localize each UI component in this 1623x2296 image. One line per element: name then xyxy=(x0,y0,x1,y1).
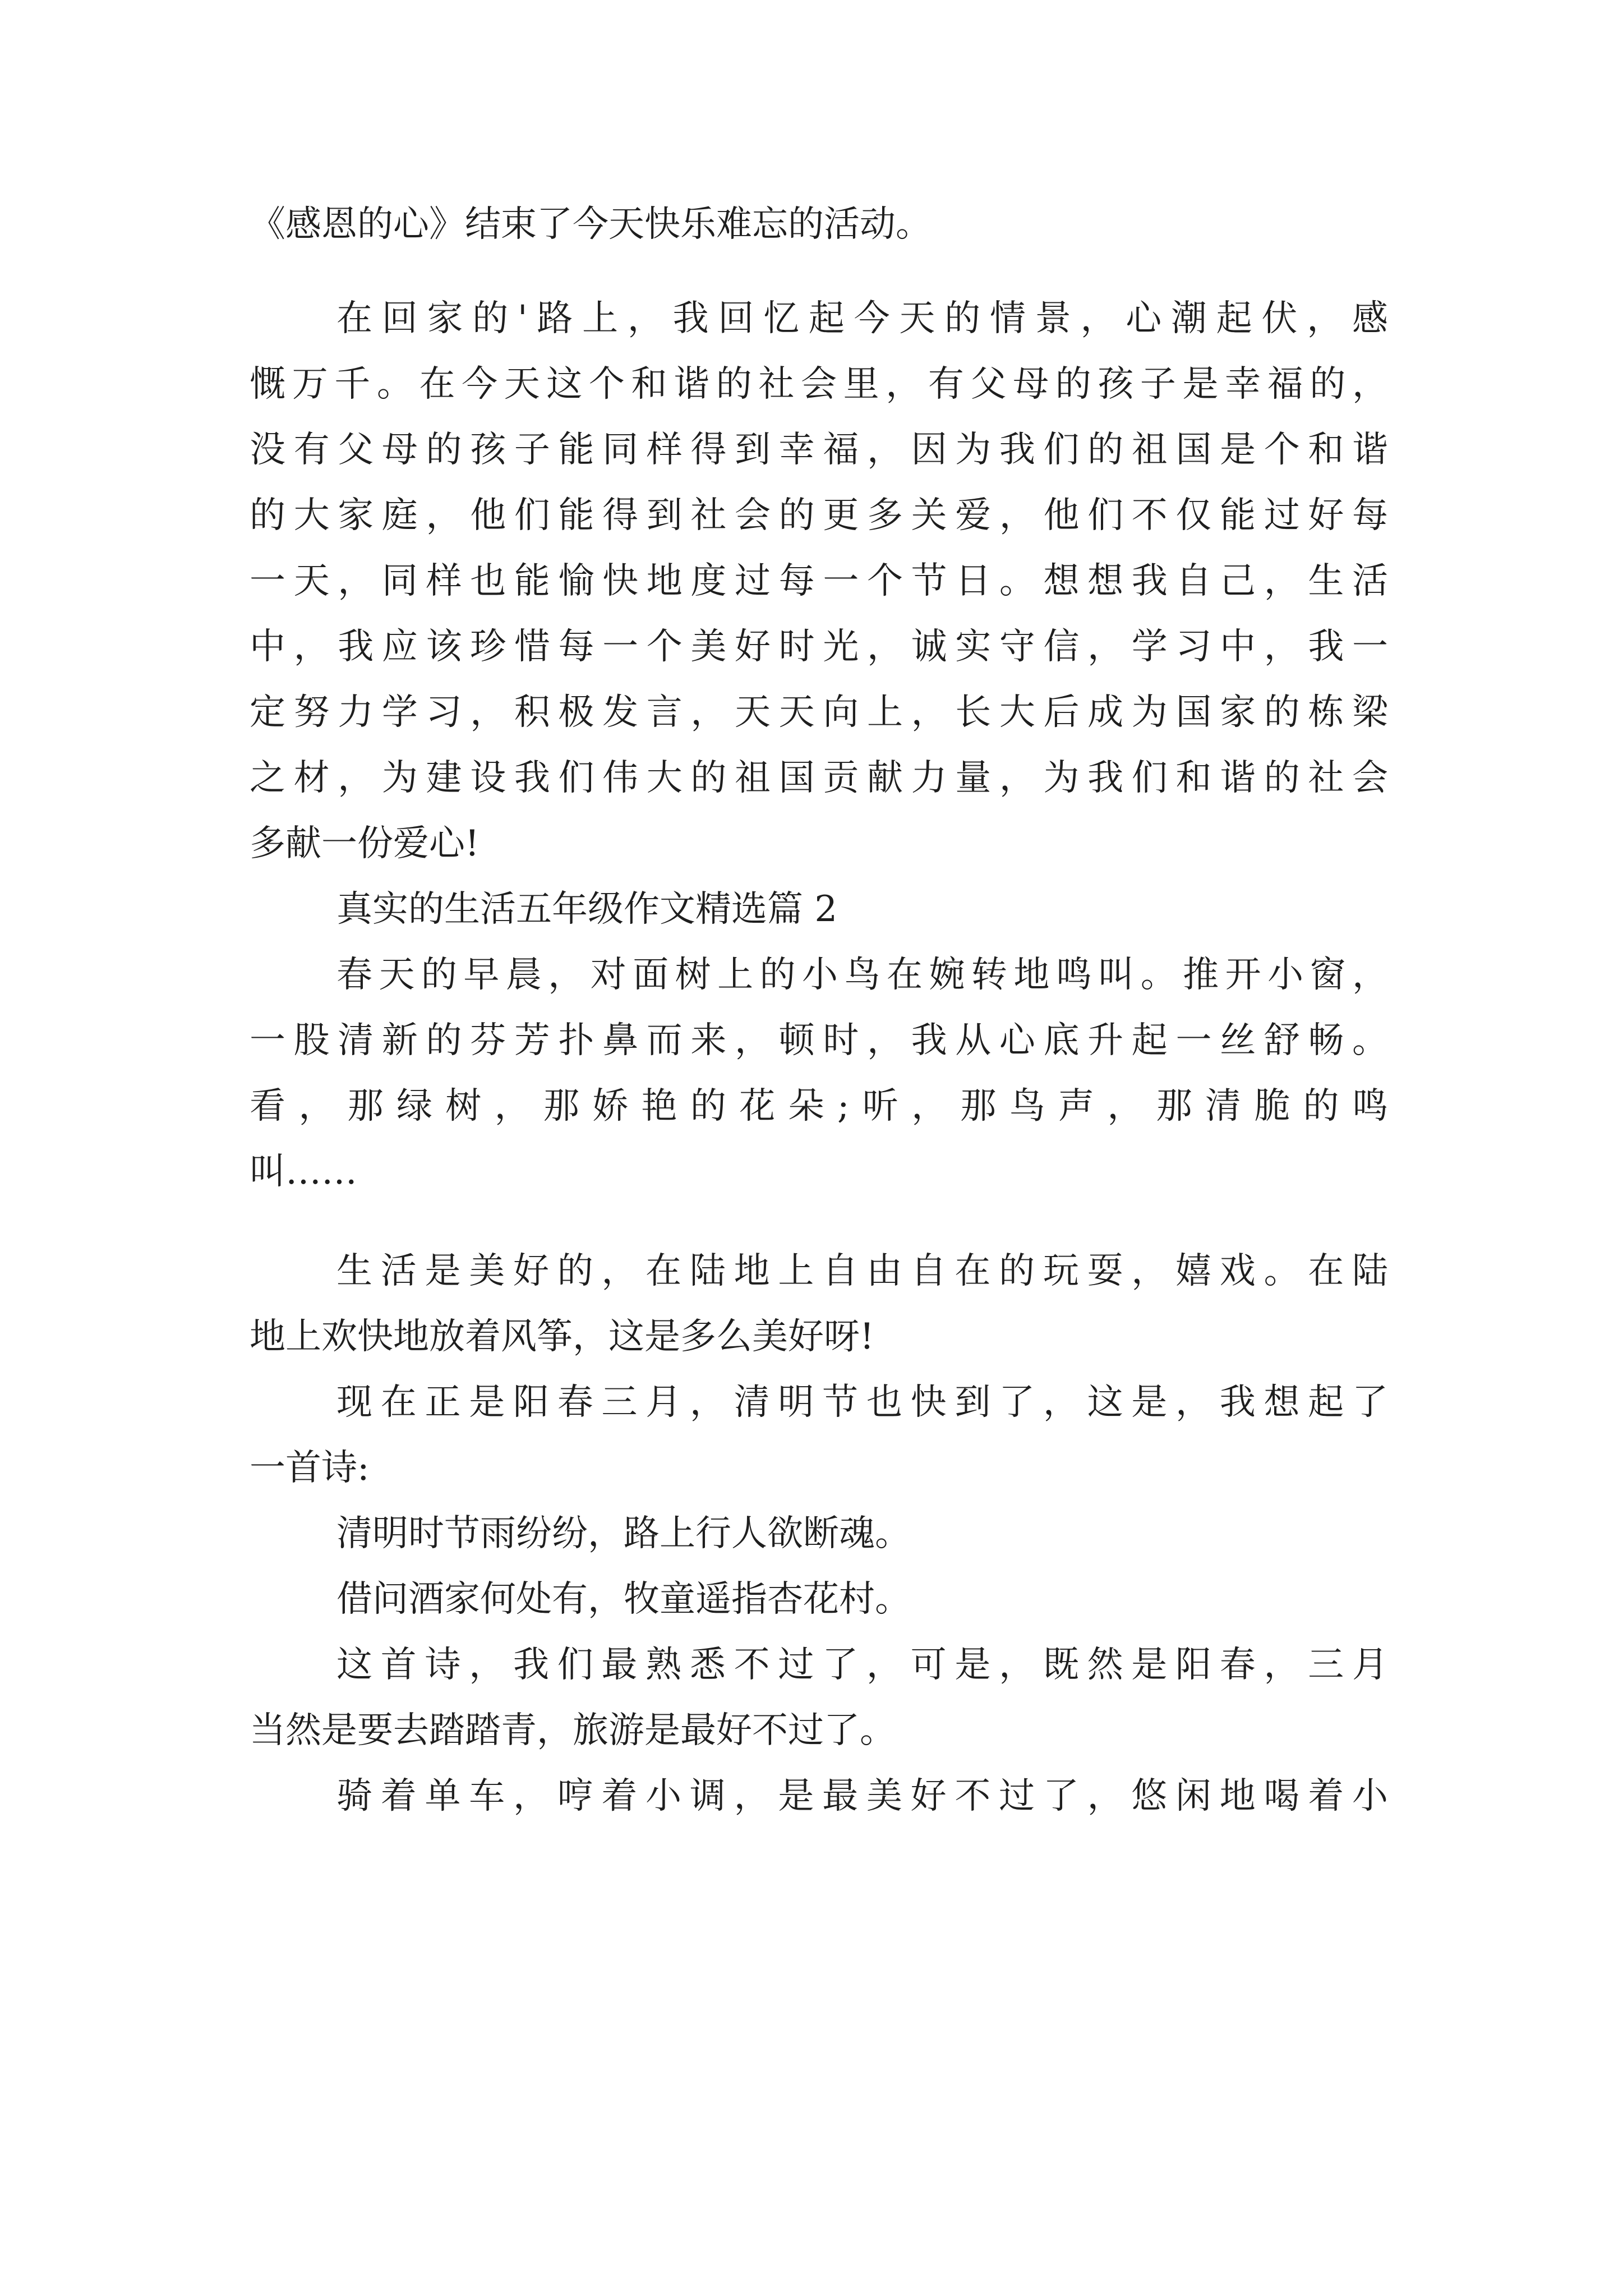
text-line: 生活是美好的，在陆地上自由自在的玩耍，嬉戏。在陆 xyxy=(336,1250,1388,1292)
text-line: 一股清新的芬芳扑鼻而来，顿时，我从心底升起一丝舒畅。 xyxy=(250,1020,1388,1061)
text-line: 没有父母的孩子能同样得到幸福，因为我们的祖国是个和谐 xyxy=(250,429,1388,471)
text-line: 之材，为建设我们伟大的祖国贡献力量，为我们和谐的社会 xyxy=(250,757,1388,799)
text-line: 的大家庭，他们能得到社会的更多关爱，他们不仅能过好每 xyxy=(250,495,1388,536)
text-line: 中，我应该珍惜每一个美好时光，诚实守信，学习中，我一 xyxy=(250,626,1388,668)
text-line: 春天的早晨，对面树上的小鸟在婉转地鸣叫。推开小窗， xyxy=(336,954,1388,996)
text-line: 当然是要去踏踏青，旅游是最好不过了。 xyxy=(250,1710,896,1751)
section-heading: 真实的生活五年级作文精选篇 2 xyxy=(336,889,838,930)
text-line: 定努力学习，积极发言，天天向上，长大后成为国家的栋梁 xyxy=(250,692,1388,733)
text-line: 地上欢快地放着风筝，这是多么美好呀! xyxy=(250,1316,874,1358)
text-line: 骑着单车，哼着小调，是最美好不过了，悠闲地喝着小 xyxy=(336,1775,1388,1817)
text-line: 现在正是阳春三月，清明节也快到了，这是，我想起了 xyxy=(336,1382,1388,1423)
poem-line: 清明时节雨纷纷，路上行人欲断魂。 xyxy=(336,1513,911,1554)
text-line: 多献一份爱心! xyxy=(250,823,479,864)
text-line: 这首诗，我们最熟悉不过了，可是，既然是阳春，三月 xyxy=(336,1644,1388,1686)
text-line: 一天，同样也能愉快地度过每一个节日。想想我自己，生活 xyxy=(250,560,1388,602)
poem-line: 借问酒家何处有，牧童遥指杏花村。 xyxy=(336,1579,911,1620)
text-line: 看，那绿树，那娇艳的花朵;听，那鸟声，那清脆的鸣 xyxy=(250,1085,1388,1127)
text-line: 在回家的'路上，我回忆起今天的情景，心潮起伏，感 xyxy=(336,298,1388,339)
text-line: 叫…… xyxy=(250,1151,357,1193)
text-line: 一首诗: xyxy=(250,1447,370,1489)
text-line: 《感恩的心》结束了今天快乐难忘的活动。 xyxy=(250,204,932,245)
text-line: 慨万千。在今天这个和谐的社会里，有父母的孩子是幸福的， xyxy=(250,364,1388,405)
